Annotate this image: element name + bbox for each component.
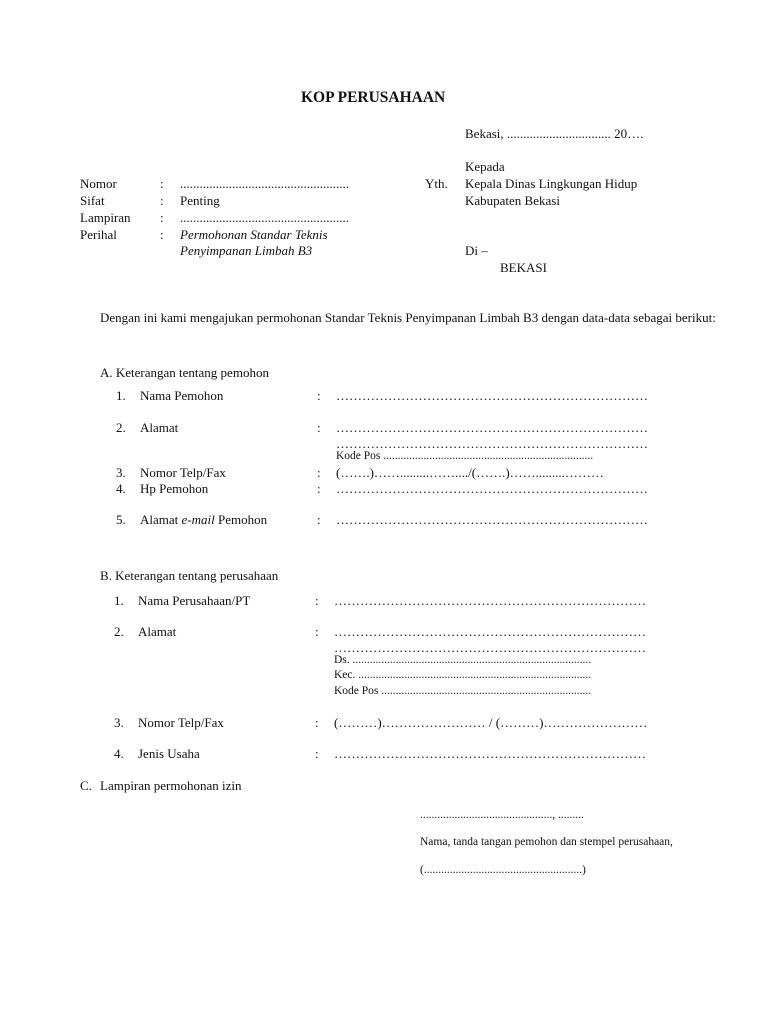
- perihal-line1: Permohonan Standar Teknis: [180, 227, 328, 242]
- place-date: Bekasi, ................................ 20….: [465, 126, 644, 141]
- a5-label-email: e-mail: [181, 512, 215, 527]
- signature-name-line: (.......................................................): [420, 864, 586, 876]
- b2-number: 2.: [114, 624, 124, 639]
- a1-label: Nama Pemohon: [140, 388, 224, 403]
- b1-value: ………………………………………………………………: [334, 593, 646, 608]
- a2-kode-pos: Kode Pos .........................................................................: [336, 450, 594, 462]
- b1-colon: :: [315, 593, 319, 608]
- recipient-line1: Kepala Dinas Lingkungan Hidup: [465, 176, 638, 191]
- b2-kode-pos: Kode Pos .........................................................................: [334, 685, 592, 697]
- nomor-colon: :: [160, 176, 164, 191]
- a5-label-post: Pemohon: [214, 512, 268, 527]
- b3-number: 3.: [114, 715, 124, 730]
- b2-colon: :: [315, 624, 319, 639]
- a5-value: ………………………………………………………………: [336, 512, 648, 527]
- section-b-heading: B. Keterangan tentang perusahaan: [100, 568, 279, 583]
- a3-label: Nomor Telp/Fax: [140, 465, 226, 480]
- b2-label: Alamat: [138, 624, 177, 639]
- a5-label: [140, 513, 267, 526]
- lampiran-value: ....................................................: [180, 210, 349, 225]
- a5-colon: :: [317, 512, 321, 527]
- sifat-label: Sifat: [80, 193, 105, 208]
- perihal-label: Perihal: [80, 227, 117, 242]
- b2-kec: Kec. .................................................................................: [334, 669, 592, 681]
- a3-colon: :: [317, 465, 321, 480]
- perihal-line2: Penyimpanan Limbah B3: [180, 243, 313, 258]
- signature-caption: Nama, tanda tangan pemohon dan stempel perusahaan,: [420, 836, 673, 848]
- a4-number: 4.: [116, 481, 126, 496]
- a4-label: Hp Pemohon: [140, 481, 209, 496]
- signature-place-date: .............................................., .........: [420, 809, 584, 821]
- a5-number: 5.: [116, 512, 126, 527]
- perihal-colon: :: [160, 227, 164, 242]
- a2-value-line2: ………………………………………………………………: [336, 436, 648, 451]
- section-c-text: Lampiran permohonan izin: [100, 778, 242, 793]
- a3-value: (…….)…….........……..../(…….)…….........………: [336, 465, 604, 480]
- a2-number: 2.: [116, 420, 126, 435]
- b4-label: Jenis Usaha: [138, 746, 200, 761]
- lampiran-colon: :: [160, 210, 164, 225]
- nomor-label: Nomor: [80, 176, 117, 191]
- a1-number: 1.: [116, 388, 126, 403]
- b4-number: 4.: [114, 746, 124, 761]
- b4-value: ………………………………………………………………: [334, 746, 646, 761]
- recipient-line2: Kabupaten Bekasi: [465, 193, 560, 208]
- b3-value: (………)…………………… / (………)……………………: [334, 715, 648, 730]
- intro-paragraph: Dengan ini kami mengajukan permohonan Standar Teknis Penyimpanan Limbah B3 dengan data-data sebagai berikut:: [100, 310, 716, 325]
- letterhead-title: KOP PERUSAHAAN: [301, 89, 446, 106]
- b4-colon: :: [315, 746, 319, 761]
- a3-number: 3.: [116, 465, 126, 480]
- b3-colon: :: [315, 715, 319, 730]
- recipient-di: Di –: [465, 243, 488, 258]
- recipient-city: BEKASI: [500, 260, 547, 275]
- a1-value: ………………………………………………………………: [336, 388, 648, 403]
- lampiran-label: Lampiran: [80, 210, 131, 225]
- nomor-value: ....................................................: [180, 176, 349, 191]
- section-c-label: C.: [80, 778, 92, 793]
- b2-ds: Ds. ...................................................................................: [334, 654, 592, 666]
- recipient-kepada: Kepada: [465, 159, 505, 174]
- section-a-heading: A. Keterangan tentang pemohon: [100, 365, 269, 380]
- b1-number: 1.: [114, 593, 124, 608]
- sifat-value: Penting: [180, 193, 220, 208]
- a4-colon: :: [317, 481, 321, 496]
- a4-value: ………………………………………………………………: [336, 481, 648, 496]
- a2-colon: :: [317, 420, 321, 435]
- b1-label: Nama Perusahaan/PT: [138, 593, 251, 608]
- b2-value-line2: ………………………………………………………………: [334, 640, 646, 655]
- a2-label: Alamat: [140, 420, 179, 435]
- a5-label-pre: Alamat: [140, 512, 182, 527]
- a2-value-line1: ………………………………………………………………: [336, 420, 648, 435]
- sifat-colon: :: [160, 193, 164, 208]
- b2-value-line1: ………………………………………………………………: [334, 624, 646, 639]
- a1-colon: :: [317, 388, 321, 403]
- recipient-yth: Yth.: [425, 176, 448, 191]
- b3-label: Nomor Telp/Fax: [138, 715, 224, 730]
